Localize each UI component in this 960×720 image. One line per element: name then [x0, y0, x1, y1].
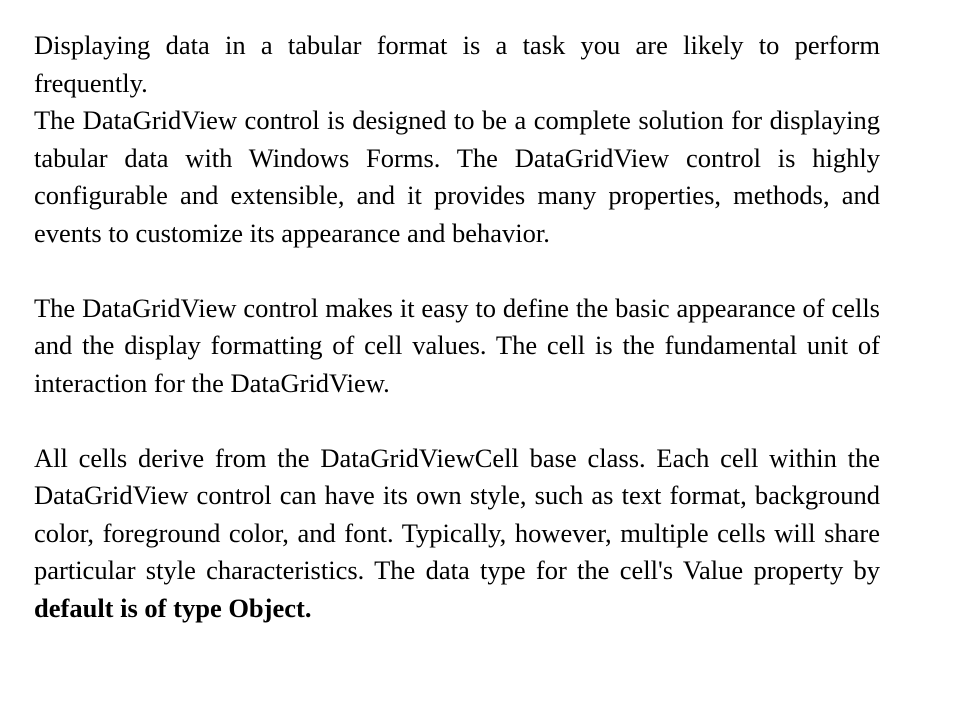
paragraph-cell-styles [34, 440, 880, 628]
paragraph-cell-appearance: The DataGridView control makes it easy to define the basic appearance of cells and the display formatting of cell values. The cell is the fundamental unit of interaction for the DataGridView. [34, 292, 880, 398]
paragraph-spacer [34, 252, 880, 290]
paragraph-datagridview-overview: The DataGridView control is designed to be a complete solution for displaying tabular data with Windows Forms. The DataGridView control is highly configurable and extensible, and it provides many properties, methods, and events to customize its appearance and behavior. [34, 105, 880, 248]
paragraph-spacer [34, 402, 880, 440]
paragraph-intro: Displaying data in a tabular format is a task you are likely to perform frequently. [34, 30, 880, 98]
document-body [34, 27, 880, 627]
paragraph-cell-styles-text: All cells derive from the DataGridViewCell base class. Each cell within the DataGridView control can have its own style, such as text format, background color, foreground color, and font. Typically, however, multiple cells will share particular style characteristics. The data type for the cell's Value property by [34, 442, 880, 585]
paragraph-cell-styles-bold-text: default is of type Object. [34, 592, 312, 623]
